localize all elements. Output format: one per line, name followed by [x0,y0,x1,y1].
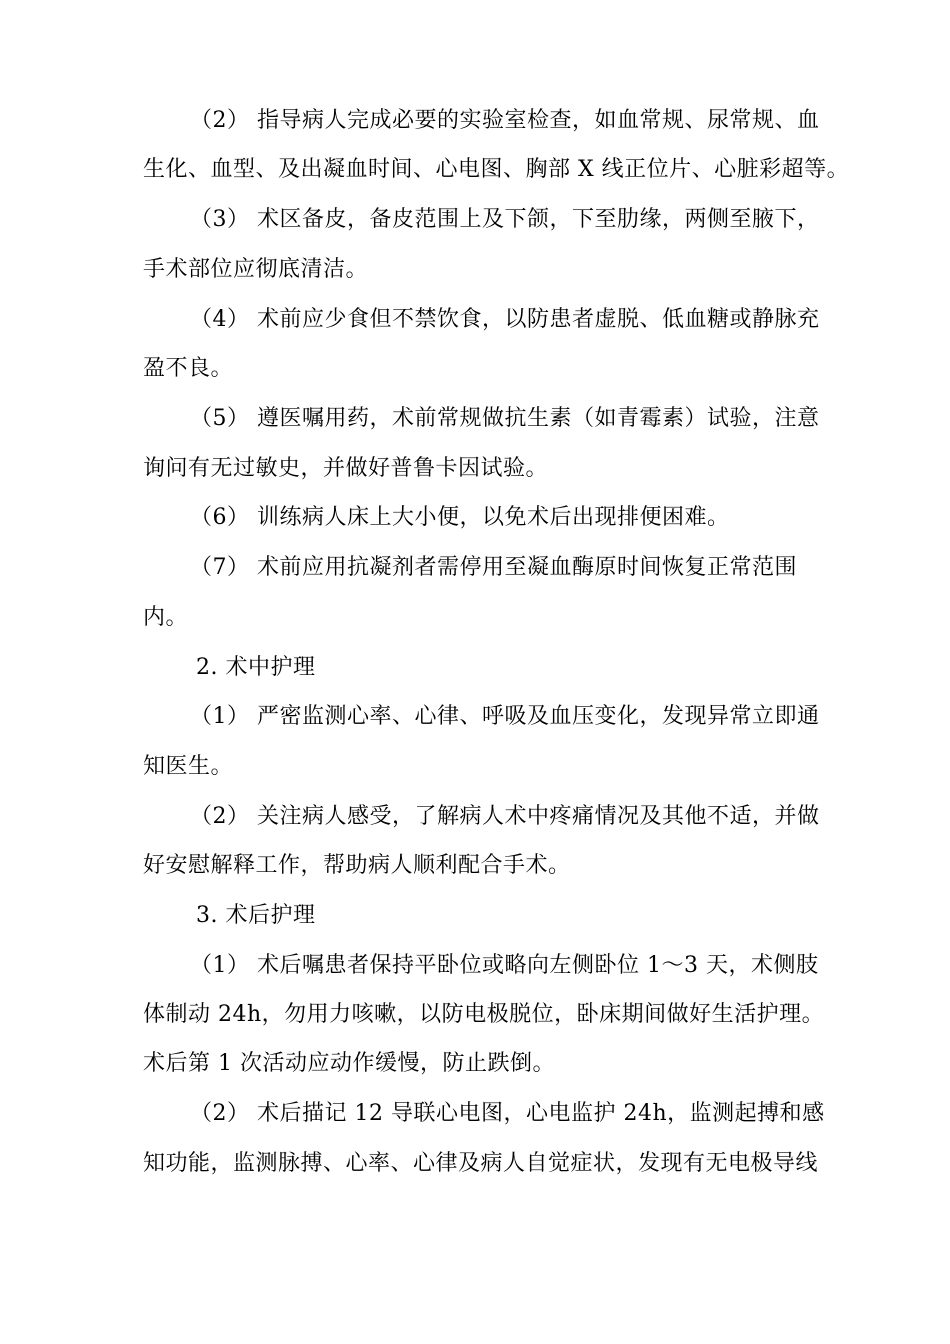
text-line: （3） 术区备皮，备皮范围上及下颌，下至肋缘，两侧至腋下， [190,207,820,232]
text-line: 好安慰解释工作，帮助病人顺利配合手术。 [143,853,571,878]
text-line: 知功能，监测脉搏、心率、心律及病人自觉症状，发现有无电极导线 [143,1151,819,1176]
text-line: （2） 关注病人感受，了解病人术中疼痛情况及其他不适，并做 [190,804,820,829]
text-line: （4） 术前应少食但不禁饮食，以防患者虚脱、低血糖或静脉充 [190,307,820,332]
text-line: 内。 [143,605,189,630]
text-line: （5） 遵医嘱用药，术前常规做抗生素（如青霉素）试验，注意 [190,406,820,431]
text-line: （1） 术后嘱患者保持平卧位或略向左侧卧位 1～3 天，术侧肢 [190,953,819,978]
text-line: （1） 严密监测心率、心律、呼吸及血压变化，发现异常立即通 [190,704,820,729]
text-line: 知医生。 [143,754,234,779]
text-line: （6） 训练病人床上大小便，以免术后出现排便困难。 [190,505,730,530]
text-line: 询问有无过敏史，并做好普鲁卡因试验。 [143,456,549,481]
text-line: （7） 术前应用抗凝剂者需停用至凝血酶原时间恢复正常范围 [190,555,797,580]
text-line: （2） 指导病人完成必要的实验室检查，如血常规、尿常规、血 [190,108,820,133]
text-line: 生化、血型、及出凝血时间、心电图、胸部 X 线正位片、心脏彩超等。 [143,157,850,182]
section-heading: 3. 术后护理 [196,903,316,928]
text-line: 术后第 1 次活动应动作缓慢，防止跌倒。 [143,1051,555,1076]
text-line: （2） 术后描记 12 导联心电图，心电监护 24h，监测起搏和感 [190,1101,825,1126]
text-line: 体制动 24h，勿用力咳嗽，以防电极脱位，卧床期间做好生活护理。 [143,1002,825,1027]
text-line: 盈不良。 [143,356,234,381]
section-heading: 2. 术中护理 [196,655,316,680]
text-line: 手术部位应彻底清洁。 [143,257,369,282]
